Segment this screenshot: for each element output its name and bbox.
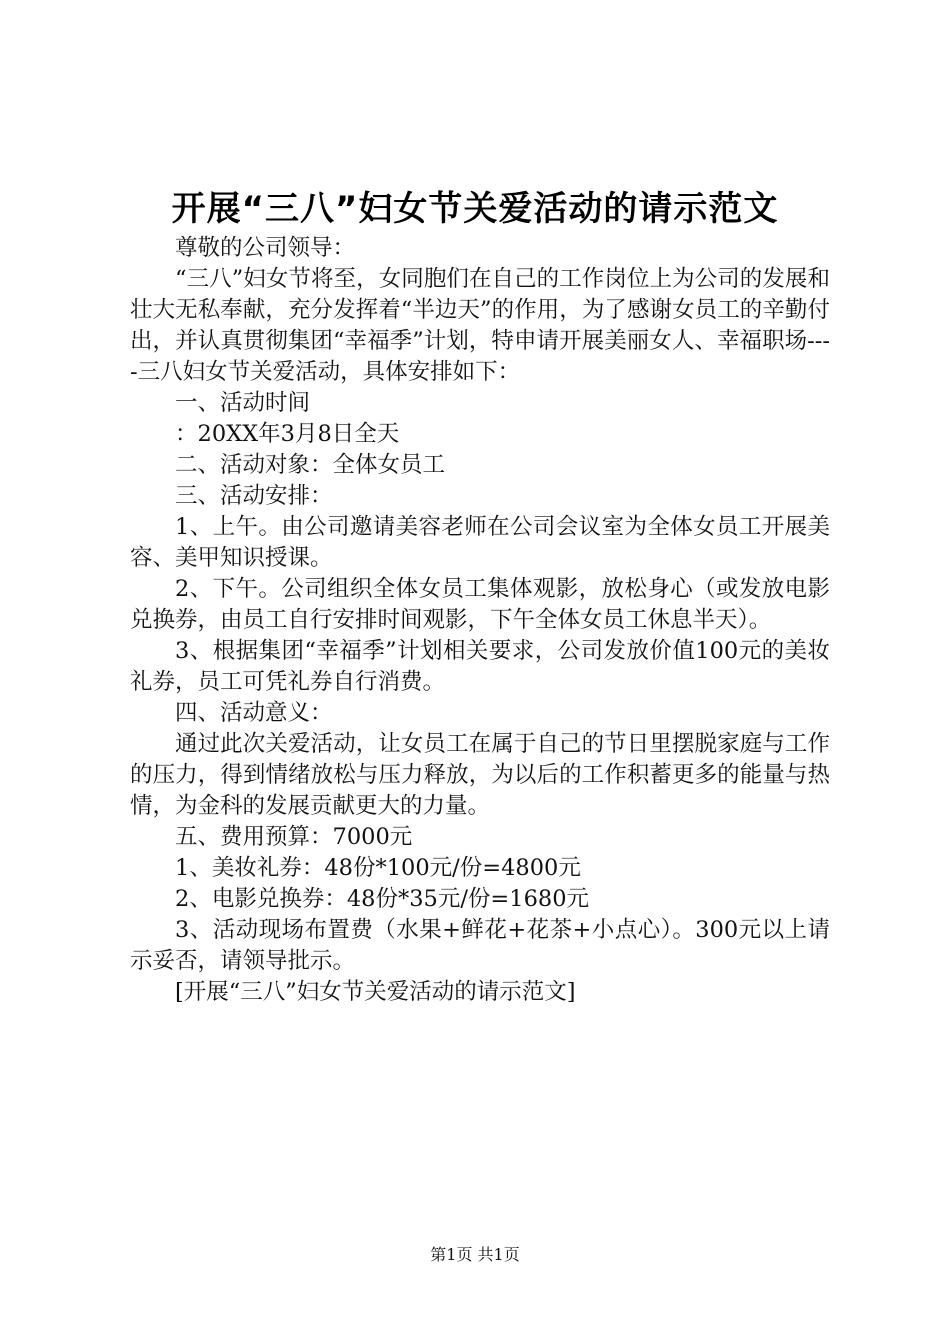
intro-paragraph: “三八”妇女节将至，女同胞们在自己的工作岗位上为公司的发展和壮大无私奉献，充分发挥着“半边天”的作用，为了感谢女员工的辛勤付出，并认真贯彻集团“幸福季”计划，特申请开展美丽女人、幸福职场----三八妇女节关爱活动，具体安排如下： [130,266,830,385]
section-heading-target: 二、活动对象：全体女员工 [175,452,446,478]
document-body [130,233,830,1008]
page-footer: 第1页 共1页 [430,1245,520,1264]
section-heading-budget: 五、费用预算：7000元 [175,824,413,850]
budget-item-1: 1、美妆礼券：48份*100元/份=4800元 [175,855,581,881]
section-heading-meaning: 四、活动意义： [175,700,333,726]
arrangement-item-3: 3、根据集团“幸福季”计划相关要求，公司发放价值100元的美妆礼券，员工可凭礼券自行消费。 [130,638,830,695]
salutation: 尊敬的公司领导： [175,235,356,261]
budget-item-2: 2、电影兑换券：48份*35元/份=1680元 [175,886,590,912]
section-heading-time: 一、活动时间 [175,390,311,416]
meaning-paragraph: 通过此次关爱活动，让女员工在属于自己的节日里摆脱家庭与工作的压力，得到情绪放松与压力释放，为以后的工作积蓄更多的能量与热情，为金科的发展贡献更大的力量。 [130,731,830,819]
budget-item-3: 3、活动现场布置费（水果+鲜花+花茶+小点心）。300元以上请示妥否，请领导批示。 [130,917,830,974]
activity-date: ：20XX年3月8日全天 [175,421,400,447]
document-title: 开展“三八”妇女节关爱活动的请示范文 [171,189,779,229]
section-heading-arrangement: 三、活动安排： [175,483,333,509]
arrangement-item-1: 1、上午。由公司邀请美容老师在公司会议室为全体女员工开展美容、美甲知识授课。 [130,514,830,571]
closing-title-reference: [开展“三八”妇女节关爱活动的请示范文] [175,979,576,1005]
arrangement-item-2: 2、下午。公司组织全体女员工集体观影，放松身心（或发放电影兑换券，由员工自行安排时间观影，下午全体女员工休息半天）。 [130,576,830,633]
